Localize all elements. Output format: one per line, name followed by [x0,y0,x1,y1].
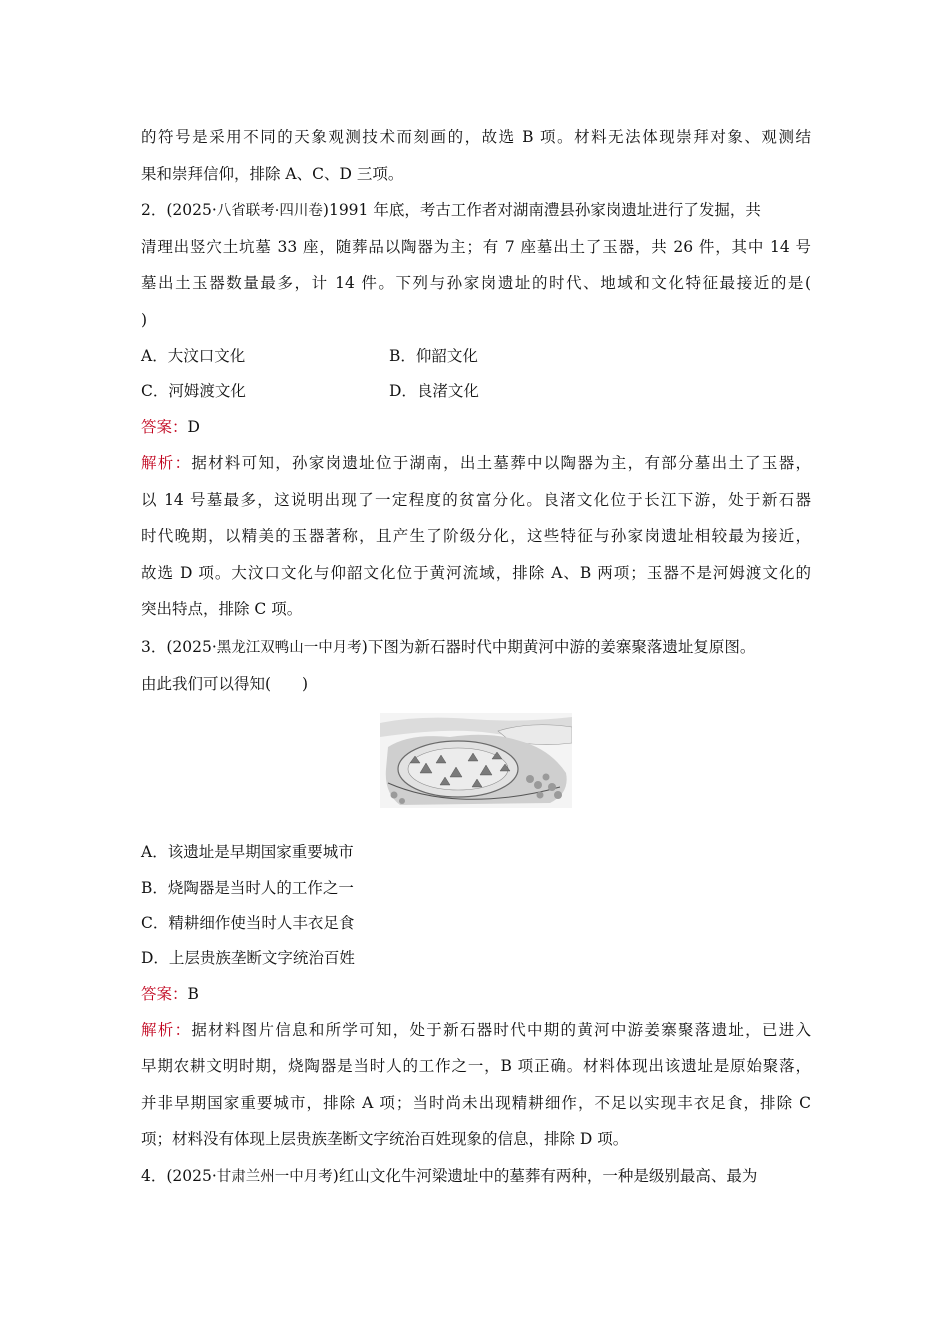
jiangzhai-settlement-illustration [380,713,572,808]
q2-stem-line: 墓出土玉器数量最多，计 14 件。下列与孙家岗遗址的时代、地域和文化特征最接近的是( [141,274,811,292]
q3-stem-line [141,636,811,659]
q2-analysis-line: 故选 D 项。大汶口文化与仰韶文化位于黄河流域，排除 A、B 两项；玉器不是河姆渡文化的 [141,564,811,582]
question-number: 4．(2025· [141,1167,217,1185]
question-number: 3．(2025· [141,638,217,656]
q2-options-row [141,380,811,402]
q2-stem-line: ) [141,311,148,329]
analysis-label: 解析： [141,1021,192,1039]
analysis-text: 据材料可知，孙家岗遗址位于湖南，出土墓葬中以陶器为主，有部分墓出土了玉器， [191,454,811,472]
q2-options-row [141,345,811,367]
question-source: 八省联考·四川卷 [216,203,323,219]
q3-analysis-line: 并非早期国家重要城市，排除 A 项；当时尚未出现精耕细作，不足以实现丰衣足食，排除 C [141,1094,811,1112]
answer-label: 答案： [141,985,188,1003]
q3-analysis-line: 早期农耕文明时期，烧陶器是当时人的工作之一，B 项正确。材料体现出该遗址是原始聚落， [141,1057,811,1075]
question-source: 甘肃兰州一中月考 [216,1169,333,1185]
q2-answer [141,416,811,438]
q2-analysis-line: 以 14 号墓最多，这说明出现了一定程度的贫富分化。良渚文化位于长江下游，处于新石器 [141,491,811,509]
q3-option-c[interactable]: C．精耕细作使当时人丰衣足食 [141,914,355,932]
q2-option-d[interactable]: D．良渚文化 [389,382,479,400]
q2-analysis-line: 时代晚期，以精美的玉器著称，且产生了阶级分化，这些特征与孙家岗遗址相较最为接近， [141,527,811,545]
analysis-label: 解析： [141,454,192,472]
question-text: )红山文化牛河梁遗址中的墓葬有两种，一种是级别最高、最为 [332,1167,758,1185]
q2-stem-line [141,199,811,222]
question-source: 黑龙江双鸭山一中月考 [216,640,362,656]
q3-option-a[interactable]: A．该遗址是早期国家重要城市 [141,843,354,861]
q3-answer [141,983,811,1005]
answer-label: 答案： [141,418,188,436]
q2-analysis-line: 突出特点，排除 C 项。 [141,600,303,618]
question-text: )1991 年底，考古工作者对湖南澧县孙家岗遗址进行了发掘，共 [322,201,761,219]
q3-stem-line: 由此我们可以得知( ) [141,675,309,693]
q2-stem-line: 清理出竖穴土坑墓 33 座，随葬品以陶器为主；有 7 座墓出土了玉器，共 26 件，其中 14 号 [141,238,811,256]
question-text: )下图为新石器时代中期黄河中游的姜寨聚落遗址复原图。 [361,638,756,656]
prev-analysis-line: 果和崇拜信仰，排除 A、C、D 三项。 [141,165,404,183]
q2-option-c[interactable]: C．河姆渡文化 [141,382,246,400]
q2-analysis-line [141,452,811,474]
q2-option-a[interactable]: A．大汶口文化 [141,347,246,365]
question-number: 2．(2025· [141,201,217,219]
prev-analysis-line: 的符号是采用不同的天象观测技术而刻画的，故选 B 项。材料无法体现崇拜对象、观测结 [141,128,811,146]
q3-option-d[interactable]: D．上层贵族垄断文字统治百姓 [141,949,355,967]
answer-value: B [187,985,199,1003]
q2-option-b[interactable]: B．仰韶文化 [389,347,478,365]
answer-value: D [187,418,200,436]
analysis-text: 据材料图片信息和所学可知，处于新石器时代中期的黄河中游姜寨聚落遗址，已进入 [191,1021,811,1039]
q3-analysis-line [141,1019,811,1041]
q3-option-b[interactable]: B．烧陶器是当时人的工作之一 [141,879,354,897]
q4-stem-line [141,1165,811,1188]
q3-analysis-line: 项；材料没有体现上层贵族垄断文字统治百姓现象的信息，排除 D 项。 [141,1130,629,1148]
